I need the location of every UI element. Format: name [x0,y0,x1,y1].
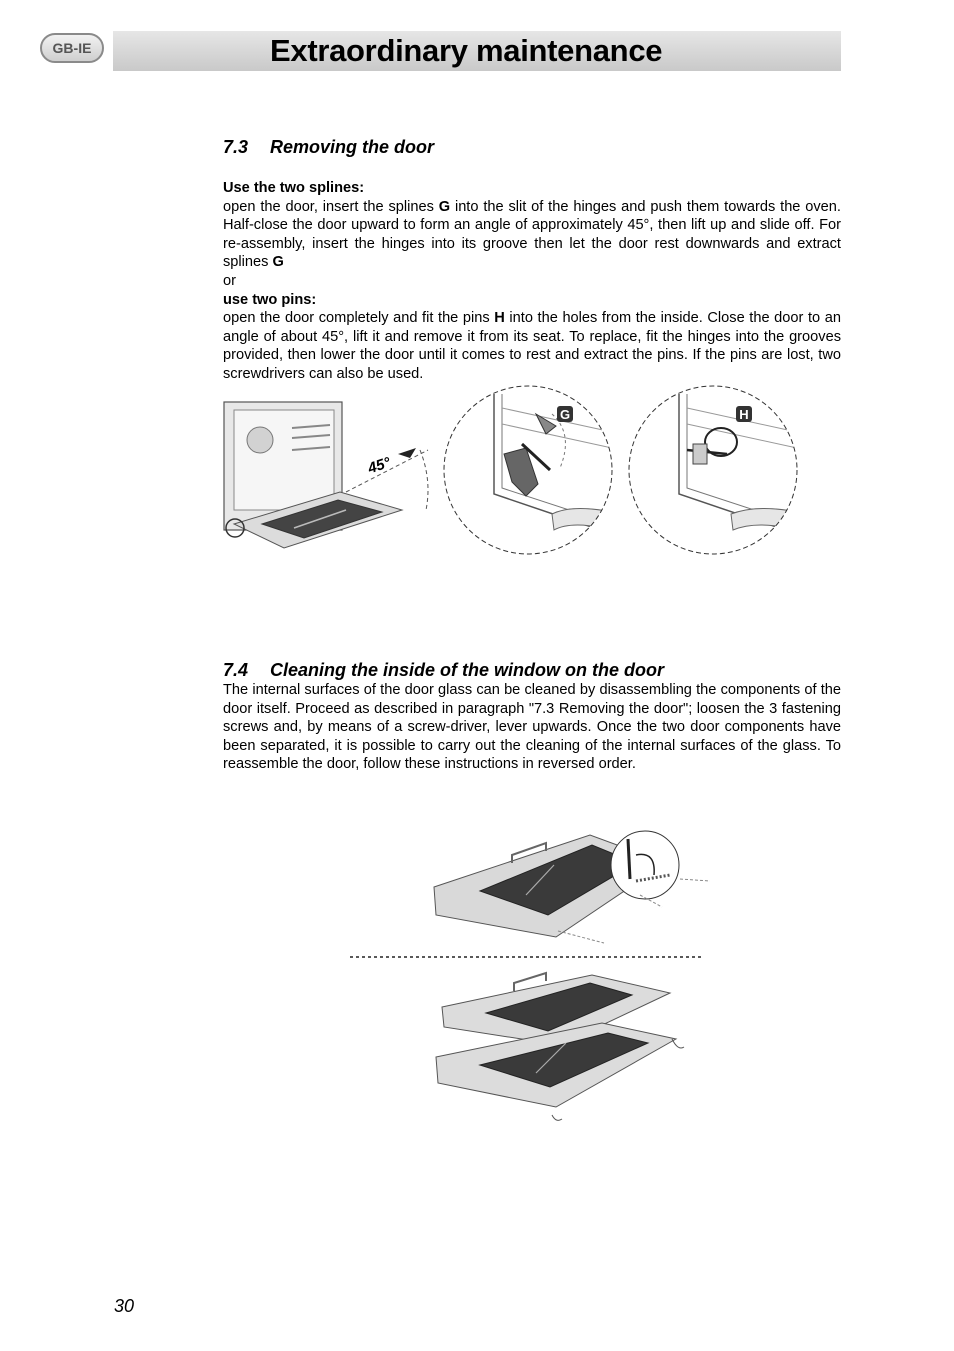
door-disassembly-figure [340,825,730,1130]
section-title: Removing the door [270,137,435,157]
section-number: 7.4 [223,660,249,680]
page-number: 30 [114,1296,135,1316]
splines-heading: Use the two splines: [223,180,365,196]
callout-h-label: H [739,407,749,422]
page-title: Extraordinary maintenance [270,33,663,68]
pins-text: open the door completely and fit the pins [223,310,495,327]
pin-key: H [494,310,505,327]
pins-heading: use two pins: [223,291,317,308]
spline-key: G [438,198,451,215]
angle-label: 45° [365,454,393,478]
splines-text: open the door, insert the splines [223,198,439,215]
or-text: or [223,272,236,289]
splines-text: into the slit of the hinges and push them towards the oven. Half-close the door upward to form an angle of approximately 45°, then lift up and slide off. For re-assembly, insert the hinges into its groove then let the door rest downwards and extract splines [223,198,841,271]
spline-detail-figure [442,384,614,556]
section-number: 7.3 [223,137,249,157]
pins-text: into the holes from the inside. Close the door to an angle of about 45°, lift it and remove it from its seat. To replace, fit the hinges into the grooves provided, then lower the door until it comes to rest and extract the pins. If the pins are lost, two screwdrivers can also be used. [223,310,841,382]
section-heading [223,137,841,158]
splines-paragraph [223,198,841,272]
section-removing-door [223,137,841,158]
header-bar [113,31,841,71]
oven-door-figure [220,398,440,568]
pin-detail-figure [627,384,799,556]
spline-key: G [272,254,284,271]
cleaning-paragraph: The internal surfaces of the door glass can be cleaned by disassembling the components of the door itself. Proceed as described in paragraph "7.3 Removing the door"; loosen the 3 fastening screws and, by means of a screw-driver, lever upwards. Once the two door components have been separated, it is possible to carry out the cleaning of the internal surfaces of the glass. To reassemble the door, follow these instructions in reversed order. [223,682,841,773]
section-73-body [223,179,841,384]
region-badge: GB-IE [40,33,104,63]
section-heading [223,660,841,681]
pins-paragraph [223,309,841,383]
section-title: Cleaning the inside of the window on the door [270,660,664,680]
section-cleaning-window [223,660,841,774]
callout-g-label: G [559,407,571,422]
